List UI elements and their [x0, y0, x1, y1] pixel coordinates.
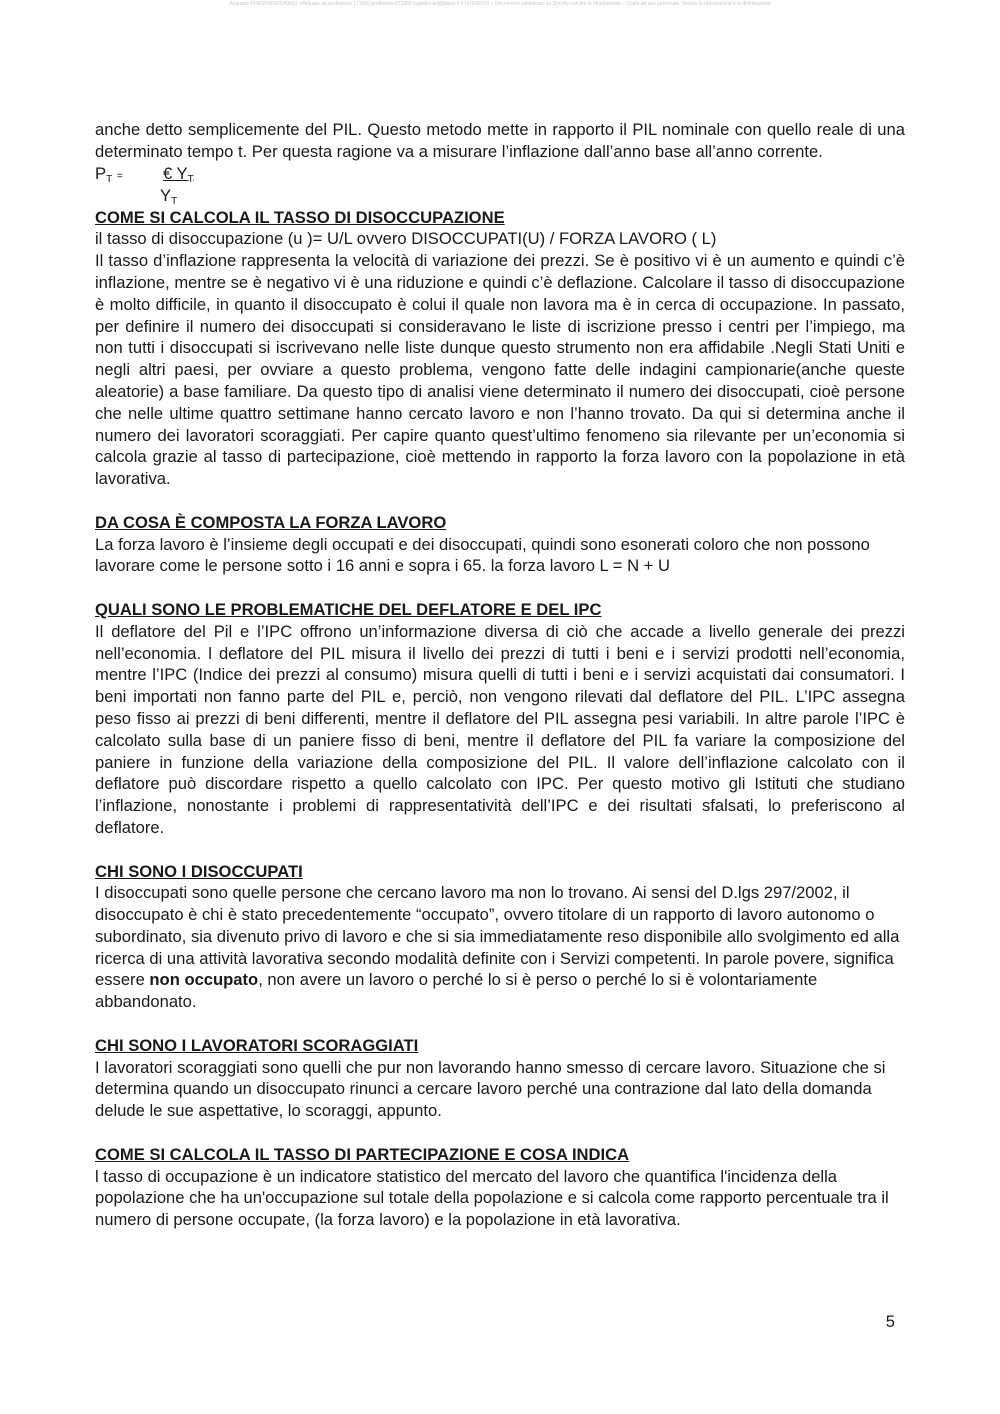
tasso-disoccupazione-body: Il tasso d’inflazione rappresenta la velocità di variazione dei prezzi. Se è positivo vi è un aumento e quindi c’è inflazione, mentre se è negativo vi è una riduzione e quindi c’è deflazione. Calcolare il tasso di disoccupazione è molto difficile, in quanto il disoccupato è colui il quale non lavora ma è in cerca di occupazione. In passato, per definire il numero dei disoccupati si consideravano le liste di iscrizione presso i centri per l’impiego, ma non tutti i disoccupati si iscrivevano nelle liste dunque questo strumento non era affidabile .Negli Stati Uniti e negli altri paesi, per ovviare a questo problema, vengono fatte delle indagini campionarie(anche queste aleatorie) a base familiare. Da questo tipo di analisi viene determinato il numero dei disoccupati, cioè persone che nelle ultime quattro settimane hanno cercato lavoro e non l’hanno trovato. Da qui si determina anche il numero dei lavoratori scoraggiati. Per capire quanto quest’ultimo fenomeno sia rilevante per un’economia si calcola grazie al tasso di partecipazione, cioè mettendo in rapporto la forza lavoro con la popolazione in età lavorativa. — [95, 251, 905, 489]
document-page — [95, 119, 905, 1231]
lavoratori-scoraggiati-body: I lavoratori scoraggiati sono quelli che pur non lavorando hanno smesso di cercare lavoro. Situazione che si determina quando un disoccupato rinunci a cercare lavoro perché una contrazione dal lato della domanda delude le sue aspettative, lo scoraggi, appunto. — [95, 1057, 886, 1121]
bold-non-occupato: non occupato — [149, 970, 259, 990]
formula-denominator: $Y_T$ — [160, 185, 178, 207]
heading-forza-lavoro: DA COSA È COMPOSTA LA FORZA LAVORO — [95, 512, 447, 532]
intro-paragraph: anche detto semplicemente del PIL. Questo metodo mette in rapporto il PIL nominale con quello reale di una determinato tempo t. Per questa ragione va a misurare l’inflazione dall’anno base all’anno corrente. — [95, 120, 905, 161]
tasso-disoccupazione-formula: il tasso di disoccupazione (u )= U/L ovvero DISOCCUPATI(U) / FORZA LAVORO ( L) — [95, 229, 717, 249]
tasso-partecipazione-body: l tasso di occupazione è un indicatore statistico del mercato del lavoro che quantifica l'incidenza della popolazione che ha un'occupazione sul totale della popolazione e si calcola come rapporto percentuale tra il numero di persone occupate, (la forza lavoro) e la popolazione in età lavorativa. — [95, 1166, 889, 1230]
deflatore-ipc-body: Il deflatore del Pil e l’IPC offrono un’informazione diversa di ciò che accade a livello generale dei prezzi nell’economia. l deflatore del PIL misura il livello dei prezzi di tutti i beni e i servizi prodotti nell’economia, mentre l’IPC (Indice dei prezzi al consumo) misura quelli di tutti i beni e i servizi acquistati dai consumatori. I beni importati non fanno parte del PIL e, perciò, non vengono rilevati dal deflatore del PIL. L’IPC assegna peso fisso ai prezzi di beni differenti, mentre il deflatore del PIL assegna pesi variabili. In altre parole l’IPC è calcolato sulla base di un paniere fisso di beni, mentre il deflatore del PIL fa variare la composizione del paniere in funzione della variazione della composizione del PIL. Il valore dell’inflazione calcolato con il deflatore può discordare rispetto a quello calcolato con IPC. Per questo motivo gli Istituti che studiano l’inflazione, nonostante i problemi di rappresentatività dell’IPC e dei risultati sfalsati, lo preferiscono al deflatore. — [95, 621, 905, 837]
formula-numerator: € $Y_T$ — [163, 163, 194, 185]
heading-deflatore-ipc: QUALI SONO LE PROBLEMATICHE DEL DEFLATORE E DEL IPC — [95, 599, 602, 619]
forza-lavoro-body: La forza lavoro è l’insieme degli occupati e dei disoccupati, quindi sono esonerati coloro che non possono lavorare come le persone sotto i 16 anni e sopra i 65. la forza lavoro L = N + U — [95, 534, 870, 576]
price-formula — [95, 163, 905, 207]
heading-tasso-partecipazione: COME SI CALCOLA IL TASSO DI PARTECIPAZIONE E COSA INDICA — [95, 1144, 630, 1164]
formula-p: $P_T$ = — [95, 163, 123, 185]
heading-disoccupati: CHI SONO I DISOCCUPATI — [95, 861, 303, 881]
watermark: Acquisto YFMG5N63P5H05S1 effettuato da professore 171060 professore171060 logistico ad@libero.it il 15/10/2019 – Documento pubblicato su Docsity con fini di sfruttamento – Copia ad uso personale. Vietata la riproduzione e la distribuzione — [229, 1, 771, 7]
heading-lavoratori-scoraggiati: CHI SONO I LAVORATORI SCORAGGIATI — [95, 1035, 419, 1055]
page-number: 5 — [885, 1312, 895, 1331]
heading-tasso-disoccupazione: COME SI CALCOLA IL TASSO DI DISOCCUPAZIONE — [95, 207, 505, 227]
disoccupati-body: I disoccupati sono quelle persone che cercano lavoro ma non lo trovano. Ai sensi del D.lgs 297/2002, il disoccupato è chi è stato precedentemente “occupato”, ovvero titolare di un rapporto di lavoro autonomo o subordinato, sia divenuto privo di lavoro e che si sia immediatamente reso disponibile allo svolgimento ed alla ricerca di una attività lavorativa secondo modalità definite con i Servizi competenti. In parole povere, significa essere non occupato, non avere un lavoro o perché lo si è perso o perché lo si è volontariamente abbandonato. — [95, 883, 900, 1012]
